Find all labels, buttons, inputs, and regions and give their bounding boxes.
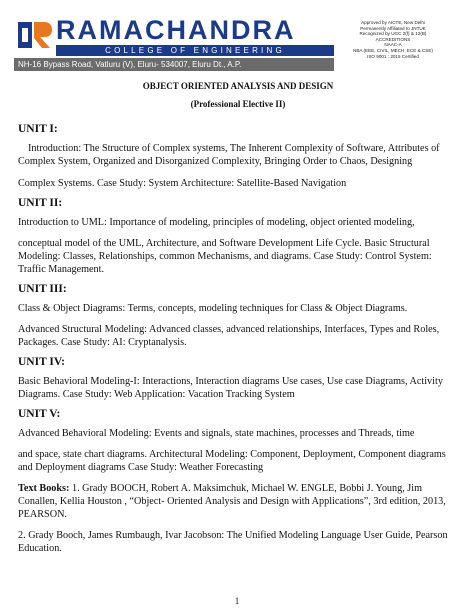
approval-line: NAAC-A (384, 42, 402, 48)
unit-3-paragraph: Class & Object Diagrams: Terms, concepts, modeling techniques for Class & Object Diagrams. (18, 303, 408, 314)
unit-1-paragraph: Complex Systems. Case Study: System Architecture: Satellite-Based Navigation (18, 178, 347, 189)
college-address: NH-16 Bypass Road, Vatluru (V), Eluru- 534007, Eluru Dt., A.P. (14, 58, 334, 71)
unit-1-heading: UNIT I: (18, 123, 58, 135)
syllabus-content (18, 80, 458, 555)
document-subtitle: (Professional Elective II) (190, 99, 286, 109)
approval-line: NBA (EEE, CIVIL, MECH, ECE & CSE) (353, 47, 433, 53)
unit-4-paragraph: Basic Behavioral Modeling-I: Interactions, Interaction diagrams Use cases, Use case Diagrams, Activity Diagrams. Case Study: Web Application: Vacation Tracking System (18, 376, 443, 400)
textbook-2: 2. Grady Booch, James Rumbaugh, Ivar Jacobson: The Unified Modeling Language User Guide, Pearson Education. (18, 530, 448, 554)
college-name: RAMACHANDRA (56, 15, 296, 45)
unit-5-heading: UNIT V: (18, 408, 61, 420)
approval-line: ACCREDITIONS (375, 36, 411, 42)
unit-3-paragraph: Advanced Structural Modeling: Advanced classes, advanced relationships, Interfaces, Types and Roles, Packages. Case Study: AI: Cryptanalysis. (18, 324, 440, 348)
approval-line: Approved by AICTE, New Delhi (361, 20, 425, 25)
unit-3-heading: UNIT III: (18, 283, 67, 295)
unit-5-paragraph: Advanced Behavioral Modeling: Events and signals, state machines, processes and Threads, time (18, 428, 415, 439)
textbooks-label: Text Books: (18, 483, 70, 494)
approvals-block (332, 20, 454, 59)
approval-line: Permanently Affiliated to JNTUK (360, 25, 426, 31)
textbook-1 (18, 482, 458, 521)
textbook-1-text: 1. Grady BOOCH, Robert A. Maksimchuk, Michael W. ENGLE, Bobbi J. Young, Jim Conallen, Kellia Houston , “Object- Oriented Analysis and Design with Applications”, 3rd edition, 2013, PEARSON. (18, 483, 446, 520)
approval-line: Recognized by UGC 2(f) & 12(B) (359, 31, 427, 37)
document-title: OBJECT ORIENTED ANALYSIS AND DESIGN (142, 81, 334, 91)
unit-2-paragraph: Introduction to UML: Importance of modeling, principles of modeling, object oriented modeling, (18, 217, 415, 228)
unit-1-paragraph: Introduction: The Structure of Complex systems, The Inherent Complexity of Software, Attributes of Complex System, Organized and Disorganized Complexity, Bringing Order to Chaos, Designing (18, 143, 440, 167)
college-subtitle: COLLEGE OF ENGINEERING (56, 45, 334, 56)
approval-line: ISO 9001 : 2015 Certified (367, 53, 419, 59)
college-logo-icon (14, 18, 54, 52)
college-name-block (56, 16, 334, 56)
unit-2-paragraph: conceptual model of the UML, Architecture, and Software Development Life Cycle. Basic Structural Modeling: Classes, Relationships, common Mechanisms, and diagrams. Case Study: Control System: Traffic Management. (18, 238, 432, 275)
unit-2-heading: UNIT II: (18, 197, 63, 209)
college-header (14, 16, 460, 72)
unit-4-heading: UNIT IV: (18, 356, 65, 368)
page-number: 1 (234, 596, 240, 606)
unit-5-paragraph: and space, state chart diagrams. Architectural Modeling: Component, Deployment, Component diagrams and Deployment diagrams Case Study: Weather Forecasting (18, 449, 446, 473)
